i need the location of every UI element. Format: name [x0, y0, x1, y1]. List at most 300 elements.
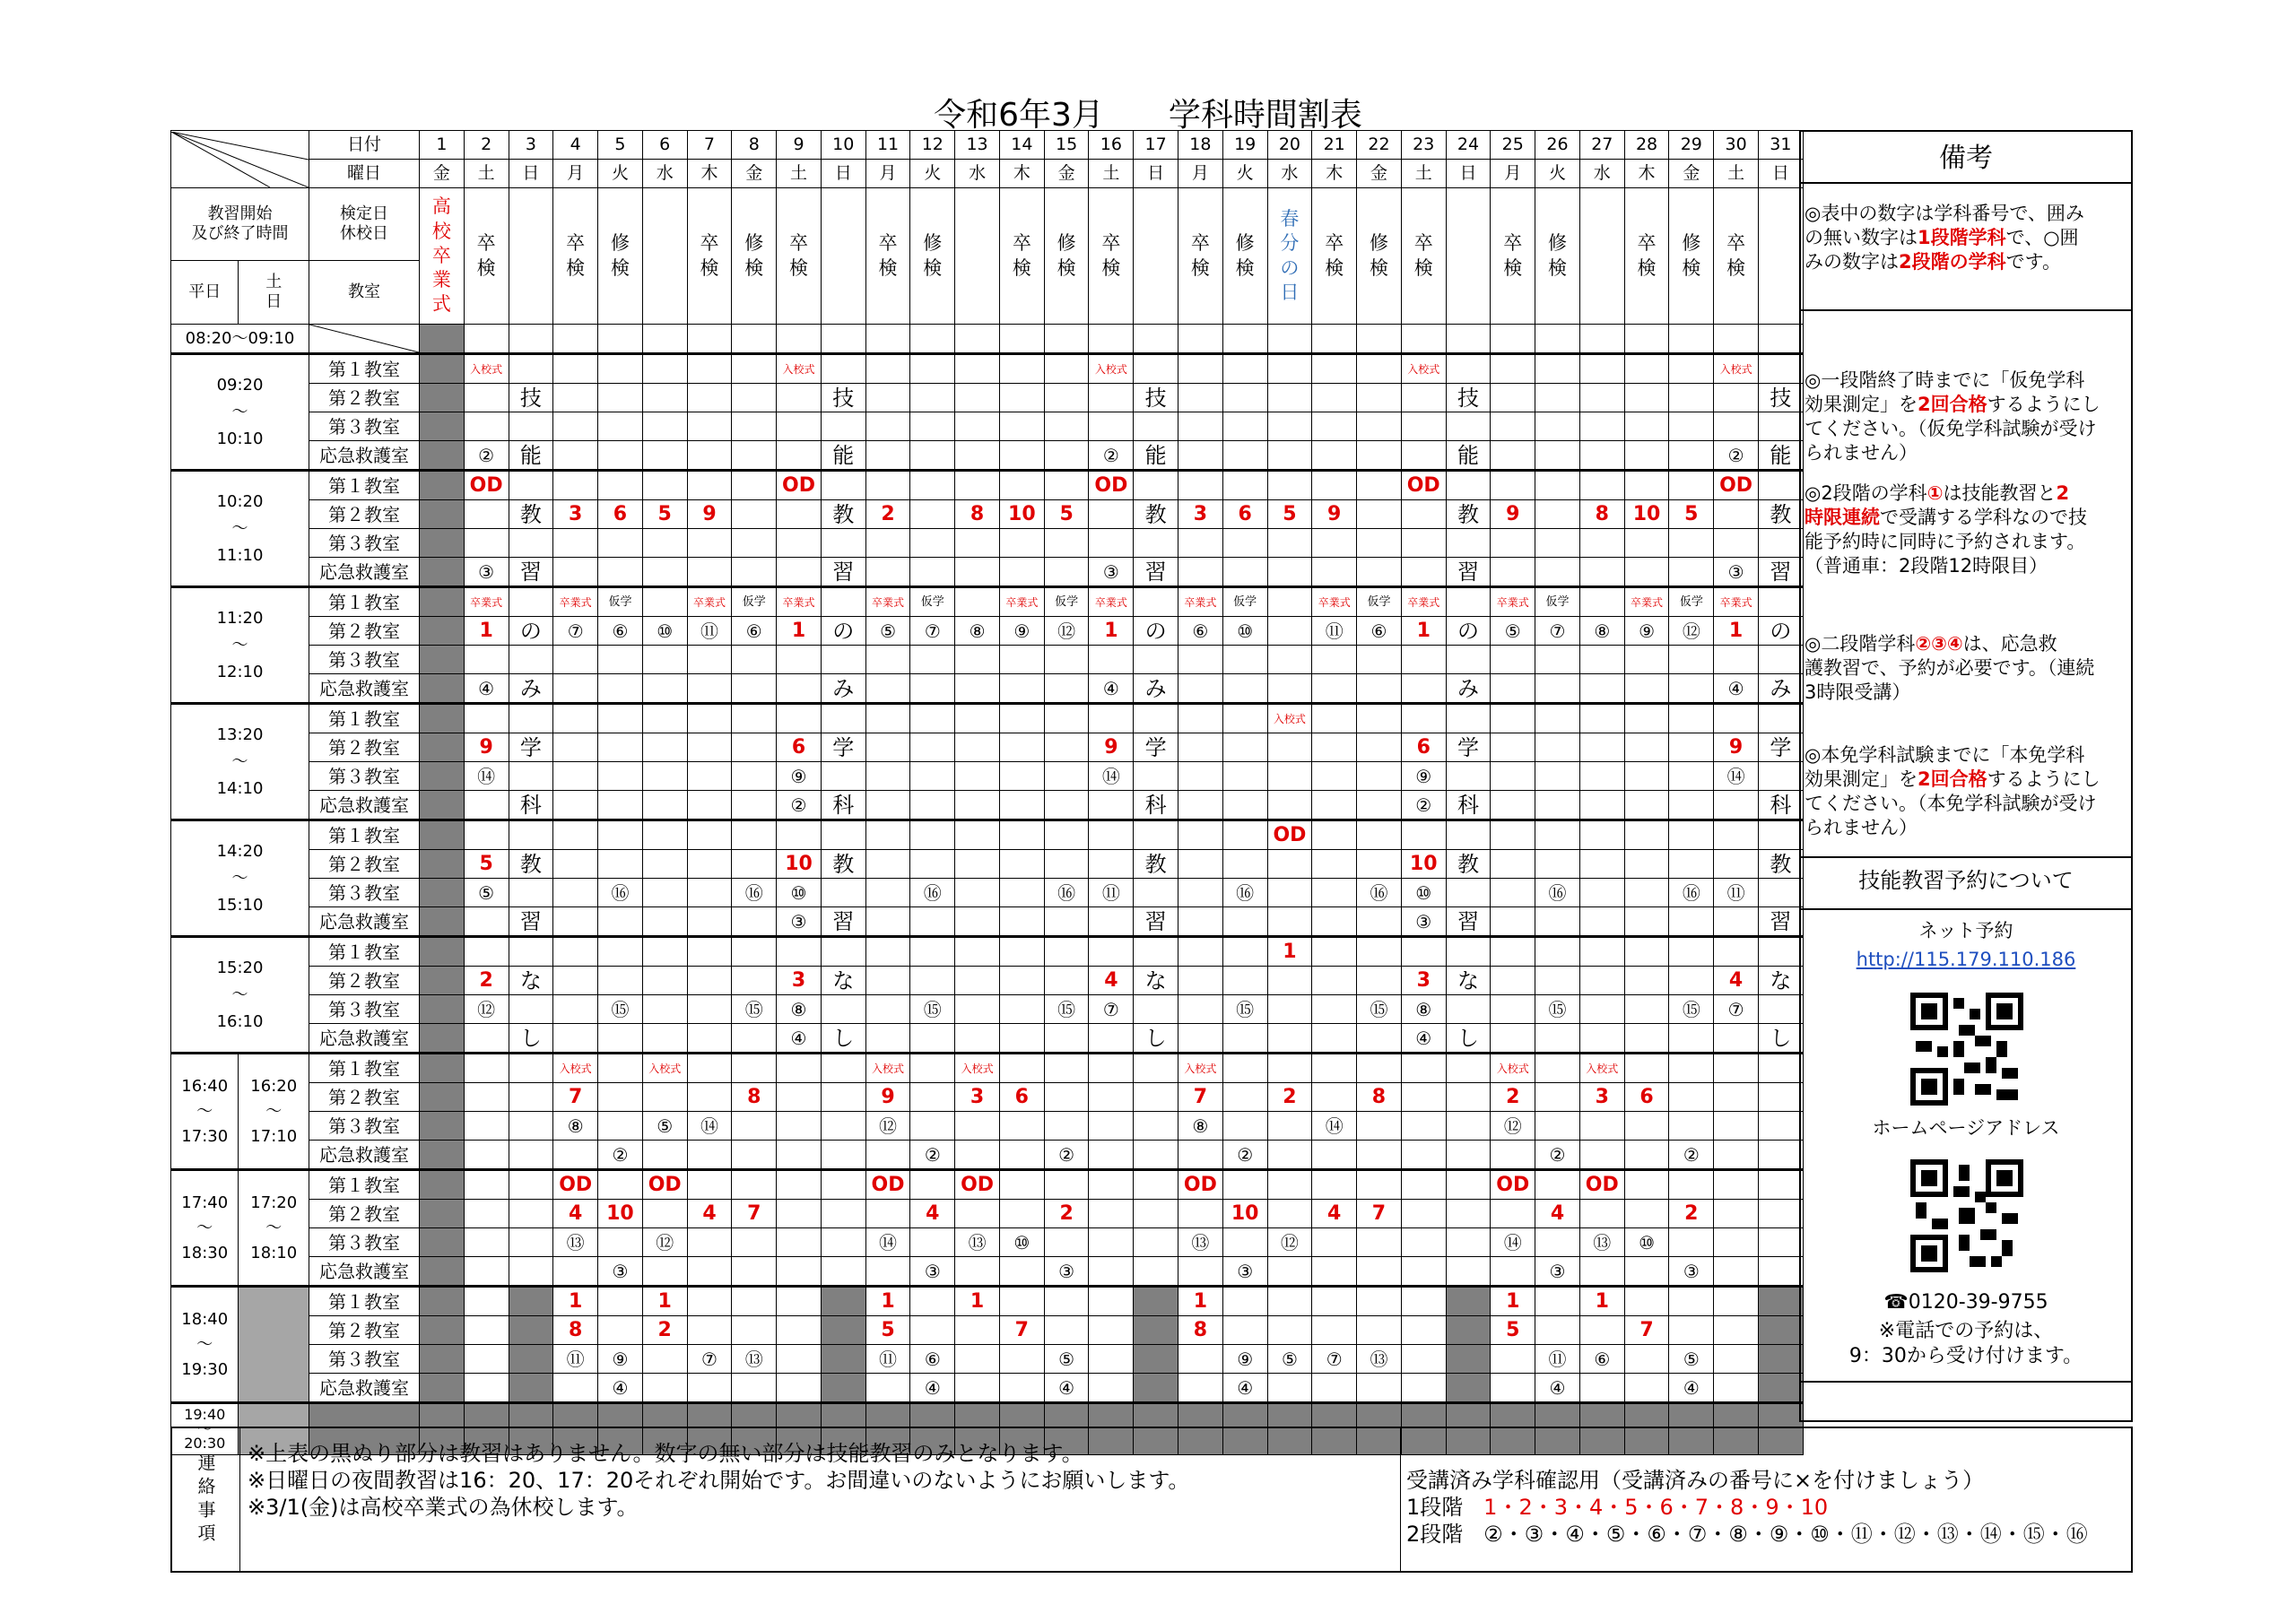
period-time: 11:20 ～ 12:10 — [171, 587, 309, 704]
schedule-cell — [1579, 354, 1624, 384]
schedule-cell — [642, 587, 687, 617]
schedule-cell: OD — [1579, 1170, 1624, 1200]
schedule-cell — [910, 500, 955, 529]
schedule-cell — [420, 1200, 465, 1228]
schedule-cell: み — [1446, 674, 1491, 704]
schedule-cell — [1535, 1287, 1580, 1316]
schedule-cell: ⑯ — [598, 879, 643, 907]
schedule-cell — [1357, 500, 1402, 529]
schedule-cell — [1758, 1374, 1803, 1403]
schedule-cell — [1312, 1141, 1357, 1170]
schedule-cell — [1401, 704, 1446, 733]
schedule-cell: み — [1134, 674, 1178, 704]
schedule-cell — [553, 733, 598, 762]
schedule-cell — [1714, 384, 1759, 412]
schedule-cell — [1624, 1200, 1669, 1228]
schedule-cell — [1222, 850, 1267, 879]
footer-note-1: ※上表の黒ぬり部分は教習はありません。数字の無い部分は技能教習のみとなります。 — [248, 1441, 1083, 1466]
schedule-cell: ⑭ — [464, 762, 509, 791]
schedule-cell — [1579, 1374, 1624, 1403]
schedule-cell — [1044, 412, 1089, 441]
schedule-cell: 教 — [1758, 850, 1803, 879]
schedule-cell — [464, 1257, 509, 1287]
period-row — [171, 1374, 1804, 1403]
schedule-cell: ⑫ — [865, 1112, 910, 1141]
schedule-cell: 教 — [1134, 850, 1178, 879]
schedule-cell — [1401, 1345, 1446, 1374]
schedule-cell: ② — [777, 791, 822, 820]
schedule-cell — [1089, 704, 1134, 733]
schedule-cell — [1044, 762, 1089, 791]
weekday-cell: 火 — [1222, 160, 1267, 188]
weekday-cell: 火 — [1535, 160, 1580, 188]
schedule-cell — [865, 704, 910, 733]
schedule-cell — [553, 1141, 598, 1170]
schedule-cell — [777, 1228, 822, 1257]
schedule-cell: ⑥ — [598, 617, 643, 646]
room-label: 応急救護室 — [309, 1374, 420, 1403]
schedule-cell: 9 — [1312, 500, 1357, 529]
schedule-cell — [1222, 1228, 1267, 1257]
schedule-cell — [1134, 354, 1178, 384]
footer-note-2: ※日曜日の夜間教習は16：20、17：20それぞれ開始です。お間違いのないようにお願いします。 — [248, 1468, 1190, 1493]
schedule-cell — [777, 1054, 822, 1083]
period-row — [171, 791, 1804, 820]
period-row — [171, 937, 1804, 967]
schedule-cell — [777, 529, 822, 558]
schedule-cell — [1222, 412, 1267, 441]
schedule-cell — [1178, 704, 1223, 733]
schedule-cell — [1535, 500, 1580, 529]
schedule-cell — [598, 937, 643, 967]
schedule-cell — [420, 1024, 465, 1054]
schedule-cell — [1535, 733, 1580, 762]
schedule-cell — [1312, 704, 1357, 733]
schedule-cell — [1312, 967, 1357, 995]
check-stage1: 1段階 1・2・3・4・5・6・7・8・9・10 — [1406, 1495, 1829, 1520]
schedule-cell — [1267, 1287, 1312, 1316]
period-row — [171, 500, 1804, 529]
event-cell: 修 検 — [1669, 188, 1714, 325]
schedule-cell: 5 — [865, 1316, 910, 1345]
schedule-cell: 2 — [1044, 1200, 1089, 1228]
schedule-cell — [732, 412, 777, 441]
schedule-cell: ② — [1401, 791, 1446, 820]
schedule-cell — [1579, 937, 1624, 967]
schedule-cell — [553, 820, 598, 850]
schedule-cell — [1624, 1345, 1669, 1374]
weekday-cell: 水 — [1267, 160, 1312, 188]
schedule-cell — [509, 1200, 553, 1228]
schedule-cell — [1044, 1228, 1089, 1257]
schedule-cell — [1624, 967, 1669, 995]
schedule-cell — [1624, 471, 1669, 500]
schedule-cell: ⑪ — [1714, 879, 1759, 907]
schedule-cell — [777, 412, 822, 441]
schedule-cell — [1579, 384, 1624, 412]
schedule-cell — [1178, 529, 1223, 558]
schedule-cell — [1535, 1112, 1580, 1141]
schedule-cell — [553, 762, 598, 791]
schedule-cell: ⑬ — [553, 1228, 598, 1257]
schedule-cell — [732, 907, 777, 937]
schedule-cell — [1357, 791, 1402, 820]
weekday-cell: 水 — [955, 160, 1000, 188]
schedule-cell — [732, 1170, 777, 1200]
schedule-cell: な — [1758, 967, 1803, 995]
schedule-cell: 教 — [1134, 500, 1178, 529]
schedule-cell — [642, 937, 687, 967]
schedule-cell — [1535, 850, 1580, 879]
date-cell: 19 — [1222, 131, 1267, 160]
schedule-cell — [1044, 674, 1089, 704]
schedule-cell — [1758, 354, 1803, 384]
schedule-cell — [999, 1024, 1044, 1054]
schedule-cell: 8 — [1357, 1083, 1402, 1112]
schedule-cell — [420, 820, 465, 850]
schedule-cell — [509, 1374, 553, 1403]
schedule-cell — [598, 820, 643, 850]
schedule-cell: し — [1758, 1024, 1803, 1054]
schedule-cell — [1357, 558, 1402, 587]
schedule-cell: ⑭ — [1089, 762, 1134, 791]
schedule-cell: 1 — [1714, 617, 1759, 646]
schedule-cell — [420, 471, 465, 500]
schedule-cell: ⑦ — [1312, 1345, 1357, 1374]
schedule-cell — [509, 354, 553, 384]
schedule-cell: な — [1446, 967, 1491, 995]
period-time: 15:20 ～ 16:10 — [171, 937, 309, 1054]
schedule-cell — [1579, 995, 1624, 1024]
schedule-cell — [1579, 967, 1624, 995]
schedule-cell — [999, 995, 1044, 1024]
schedule-cell — [1491, 704, 1535, 733]
schedule-cell — [1491, 907, 1535, 937]
schedule-cell: 能 — [1446, 441, 1491, 471]
schedule-cell: 9 — [1714, 733, 1759, 762]
schedule-cell — [999, 1170, 1044, 1200]
schedule-cell — [1669, 1054, 1714, 1083]
schedule-cell — [1312, 1083, 1357, 1112]
schedule-cell — [1044, 529, 1089, 558]
period-row — [171, 617, 1804, 646]
schedule-cell — [1134, 1345, 1178, 1374]
schedule-cell — [955, 354, 1000, 384]
schedule-cell — [1357, 441, 1402, 471]
event-cell: 卒 検 — [1624, 188, 1669, 325]
schedule-cell: OD — [955, 1170, 1000, 1200]
schedule-cell: ⑥ — [910, 1345, 955, 1374]
schedule-cell — [1669, 967, 1714, 995]
schedule-cell — [1401, 1316, 1446, 1345]
schedule-cell: ⑮ — [1357, 995, 1402, 1024]
schedule-cell: ⑪ — [865, 1345, 910, 1374]
schedule-cell — [1178, 1374, 1223, 1403]
schedule-cell — [420, 1083, 465, 1112]
schedule-cell — [1624, 1287, 1669, 1316]
weekday-label: 曜日 — [309, 160, 420, 188]
schedule-cell: ⑬ — [1178, 1228, 1223, 1257]
schedule-cell — [865, 1024, 910, 1054]
schedule-cell: ⑯ — [1222, 879, 1267, 907]
footer-label: 連絡事項 — [172, 1428, 240, 1571]
schedule-cell — [1669, 1228, 1714, 1257]
schedule-cell: 5 — [464, 850, 509, 879]
schedule-cell — [1491, 1141, 1535, 1170]
schedule-cell — [598, 354, 643, 384]
schedule-cell — [910, 471, 955, 500]
schedule-cell: ⑧ — [553, 1112, 598, 1141]
schedule-cell — [1491, 354, 1535, 384]
date-cell: 10 — [821, 131, 865, 160]
weekday-cell: 金 — [1669, 160, 1714, 188]
schedule-cell: 学 — [1758, 733, 1803, 762]
weekday-cell: 火 — [910, 160, 955, 188]
schedule-cell — [687, 820, 732, 850]
schedule-cell: 7 — [999, 1316, 1044, 1345]
schedule-cell: ⑧ — [1178, 1112, 1223, 1141]
schedule-cell — [1134, 1170, 1178, 1200]
schedule-cell — [821, 412, 865, 441]
schedule-cell — [1222, 1054, 1267, 1083]
room-label: 第２教室 — [309, 1200, 420, 1228]
event-cell: 春 分 の 日 — [1267, 188, 1312, 325]
schedule-cell — [687, 441, 732, 471]
schedule-cell — [777, 441, 822, 471]
footer-note-3: ※3/1(金)は高校卒業式の為休校します。 — [248, 1495, 639, 1520]
schedule-cell — [1669, 850, 1714, 879]
schedule-cell — [1357, 674, 1402, 704]
schedule-cell — [687, 1170, 732, 1200]
schedule-cell: し — [1446, 1024, 1491, 1054]
schedule-cell — [732, 733, 777, 762]
weekday-cell: 水 — [642, 160, 687, 188]
schedule-cell — [642, 791, 687, 820]
schedule-cell — [999, 441, 1044, 471]
schedule-cell — [553, 1257, 598, 1287]
schedule-cell — [1089, 1054, 1134, 1083]
schedule-cell — [1357, 733, 1402, 762]
period-row — [171, 1287, 1804, 1316]
schedule-cell — [1446, 1083, 1491, 1112]
phone-number: ☎0120-39-9755 — [1883, 1291, 2048, 1314]
schedule-cell — [865, 967, 910, 995]
schedule-cell — [955, 820, 1000, 850]
schedule-cell: ③ — [1669, 1257, 1714, 1287]
date-cell: 27 — [1579, 131, 1624, 160]
schedule-cell — [1446, 1200, 1491, 1228]
schedule-cell: 7 — [1178, 1083, 1223, 1112]
schedule-cell — [1267, 1112, 1312, 1141]
event-cell: 卒 検 — [1312, 188, 1357, 325]
weekday-cell: 火 — [598, 160, 643, 188]
schedule-cell — [1357, 762, 1402, 791]
schedule-cell: 入校式 — [777, 354, 822, 384]
notes-panel — [1799, 130, 2133, 1422]
schedule-cell: 入校式 — [464, 354, 509, 384]
schedule-cell — [1044, 791, 1089, 820]
schedule-cell — [1401, 1228, 1446, 1257]
schedule-cell — [910, 967, 955, 995]
schedule-cell — [509, 937, 553, 967]
schedule-cell: 2 — [642, 1316, 687, 1345]
schedule-cell — [1491, 384, 1535, 412]
schedule-cell — [999, 879, 1044, 907]
schedule-cell — [1267, 1141, 1312, 1170]
schedule-cell — [420, 587, 465, 617]
date-cell: 28 — [1624, 131, 1669, 160]
schedule-cell — [1357, 850, 1402, 879]
schedule-cell — [1089, 500, 1134, 529]
schedule-cell — [553, 646, 598, 674]
reserve-url-link[interactable]: http://115.179.110.186 — [1856, 949, 2076, 970]
note-first-aid: ◎二段階学科②③④は、応急救 護教習で、予約が必要です。（連続 3時限受講） — [1805, 633, 2095, 703]
schedule-cell: 入校式 — [955, 1054, 1000, 1083]
schedule-cell — [509, 587, 553, 617]
reserve-title: 技能教習予約について — [1858, 868, 2074, 893]
event-cell: 修 検 — [1044, 188, 1089, 325]
schedule-cell: ③ — [598, 1257, 643, 1287]
schedule-cell — [1134, 412, 1178, 441]
schedule-cell: ⑮ — [598, 995, 643, 1024]
schedule-cell — [1758, 820, 1803, 850]
schedule-cell — [910, 529, 955, 558]
schedule-cell — [642, 471, 687, 500]
header-event-row — [171, 188, 1804, 261]
schedule-cell: 6 — [598, 500, 643, 529]
schedule-cell: 6 — [999, 1083, 1044, 1112]
schedule-cell: ③ — [1089, 558, 1134, 587]
schedule-cell: ⑨ — [1401, 762, 1446, 791]
schedule-cell — [1357, 967, 1402, 995]
schedule-cell — [777, 558, 822, 587]
schedule-cell — [1669, 907, 1714, 937]
weekday-cell: 土 — [464, 160, 509, 188]
schedule-cell: OD — [553, 1170, 598, 1200]
schedule-cell — [464, 1200, 509, 1228]
schedule-cell — [1669, 1316, 1714, 1345]
period-time: 14:20 ～ 15:10 — [171, 820, 309, 937]
schedule-cell — [1446, 1054, 1491, 1083]
schedule-cell — [598, 1054, 643, 1083]
schedule-cell — [1222, 704, 1267, 733]
schedule-cell — [1669, 1287, 1714, 1316]
schedule-cell — [1624, 558, 1669, 587]
schedule-cell — [1089, 1112, 1134, 1141]
schedule-cell — [910, 1170, 955, 1200]
schedule-cell: ⑫ — [1267, 1228, 1312, 1257]
schedule-cell — [1624, 1374, 1669, 1403]
schedule-cell — [955, 850, 1000, 879]
empty-cell — [999, 325, 1044, 354]
schedule-cell — [1267, 529, 1312, 558]
empty-cell — [553, 325, 598, 354]
room-label: 第１教室 — [309, 704, 420, 733]
schedule-cell — [1222, 646, 1267, 674]
schedule-cell — [1178, 850, 1223, 879]
schedule-cell — [1446, 1141, 1491, 1170]
schedule-cell — [1714, 1083, 1759, 1112]
schedule-cell — [999, 471, 1044, 500]
schedule-cell — [955, 879, 1000, 907]
schedule-cell — [687, 1228, 732, 1257]
schedule-cell — [1579, 1141, 1624, 1170]
last-time: 19:40 ～ 20:30 — [171, 1403, 239, 1455]
schedule-cell — [1669, 704, 1714, 733]
weekday-cell: 土 — [1714, 160, 1759, 188]
schedule-cell — [777, 1170, 822, 1200]
schedule-cell — [1624, 820, 1669, 850]
schedule-cell — [687, 646, 732, 674]
schedule-cell: 入校式 — [1089, 354, 1134, 384]
schedule-cell — [1535, 791, 1580, 820]
schedule-cell: の — [1446, 617, 1491, 646]
schedule-cell — [999, 733, 1044, 762]
schedule-cell: の — [821, 617, 865, 646]
schedule-cell — [1491, 471, 1535, 500]
schedule-cell — [420, 967, 465, 995]
schedule-cell: 10 — [999, 500, 1044, 529]
schedule-cell — [1312, 1374, 1357, 1403]
schedule-cell — [1044, 733, 1089, 762]
empty-cell — [1579, 325, 1624, 354]
schedule-cell — [420, 791, 465, 820]
schedule-cell — [910, 791, 955, 820]
weekday-col-label: 平日 — [171, 261, 239, 325]
schedule-cell — [553, 354, 598, 384]
schedule-cell — [1089, 820, 1134, 850]
schedule-cell — [1714, 1345, 1759, 1374]
schedule-cell — [464, 1345, 509, 1374]
schedule-cell — [1178, 995, 1223, 1024]
schedule-cell — [1446, 1316, 1491, 1345]
schedule-cell: 2 — [1491, 1083, 1535, 1112]
schedule-cell: ② — [1044, 1141, 1089, 1170]
schedule-cell: 1 — [553, 1287, 598, 1316]
schedule-cell: 習 — [1446, 558, 1491, 587]
schedule-cell — [1267, 587, 1312, 617]
schedule-cell — [687, 1083, 732, 1112]
schedule-cell — [1312, 354, 1357, 384]
schedule-cell: ⑬ — [732, 1345, 777, 1374]
schedule-cell — [1491, 1024, 1535, 1054]
schedule-cell — [1491, 850, 1535, 879]
event-cell: 修 検 — [1535, 188, 1580, 325]
schedule-cell: 卒業式 — [865, 587, 910, 617]
schedule-cell — [732, 558, 777, 587]
schedule-cell — [732, 529, 777, 558]
schedule-cell — [1312, 412, 1357, 441]
schedule-cell — [1044, 558, 1089, 587]
period-row — [171, 587, 1804, 617]
period-row — [171, 820, 1804, 850]
empty-cell — [910, 325, 955, 354]
schedule-cell — [1044, 1287, 1089, 1316]
schedule-cell — [910, 762, 955, 791]
schedule-cell — [1357, 1054, 1402, 1083]
schedule-cell — [1714, 1200, 1759, 1228]
note-full-license: ◎本免学科試験までに「本免学科 効果測定」を2回合格するようにし てください。（本免学科試験が受け られません） — [1805, 744, 2100, 838]
schedule-cell — [777, 1257, 822, 1287]
room-label: 応急救護室 — [309, 441, 420, 471]
schedule-cell — [509, 529, 553, 558]
schedule-cell — [732, 850, 777, 879]
schedule-cell — [1312, 1257, 1357, 1287]
date-cell: 16 — [1089, 131, 1134, 160]
schedule-cell — [1446, 937, 1491, 967]
date-cell: 4 — [553, 131, 598, 160]
phone-note-1: ※電話での予約は、 — [1878, 1320, 2054, 1342]
